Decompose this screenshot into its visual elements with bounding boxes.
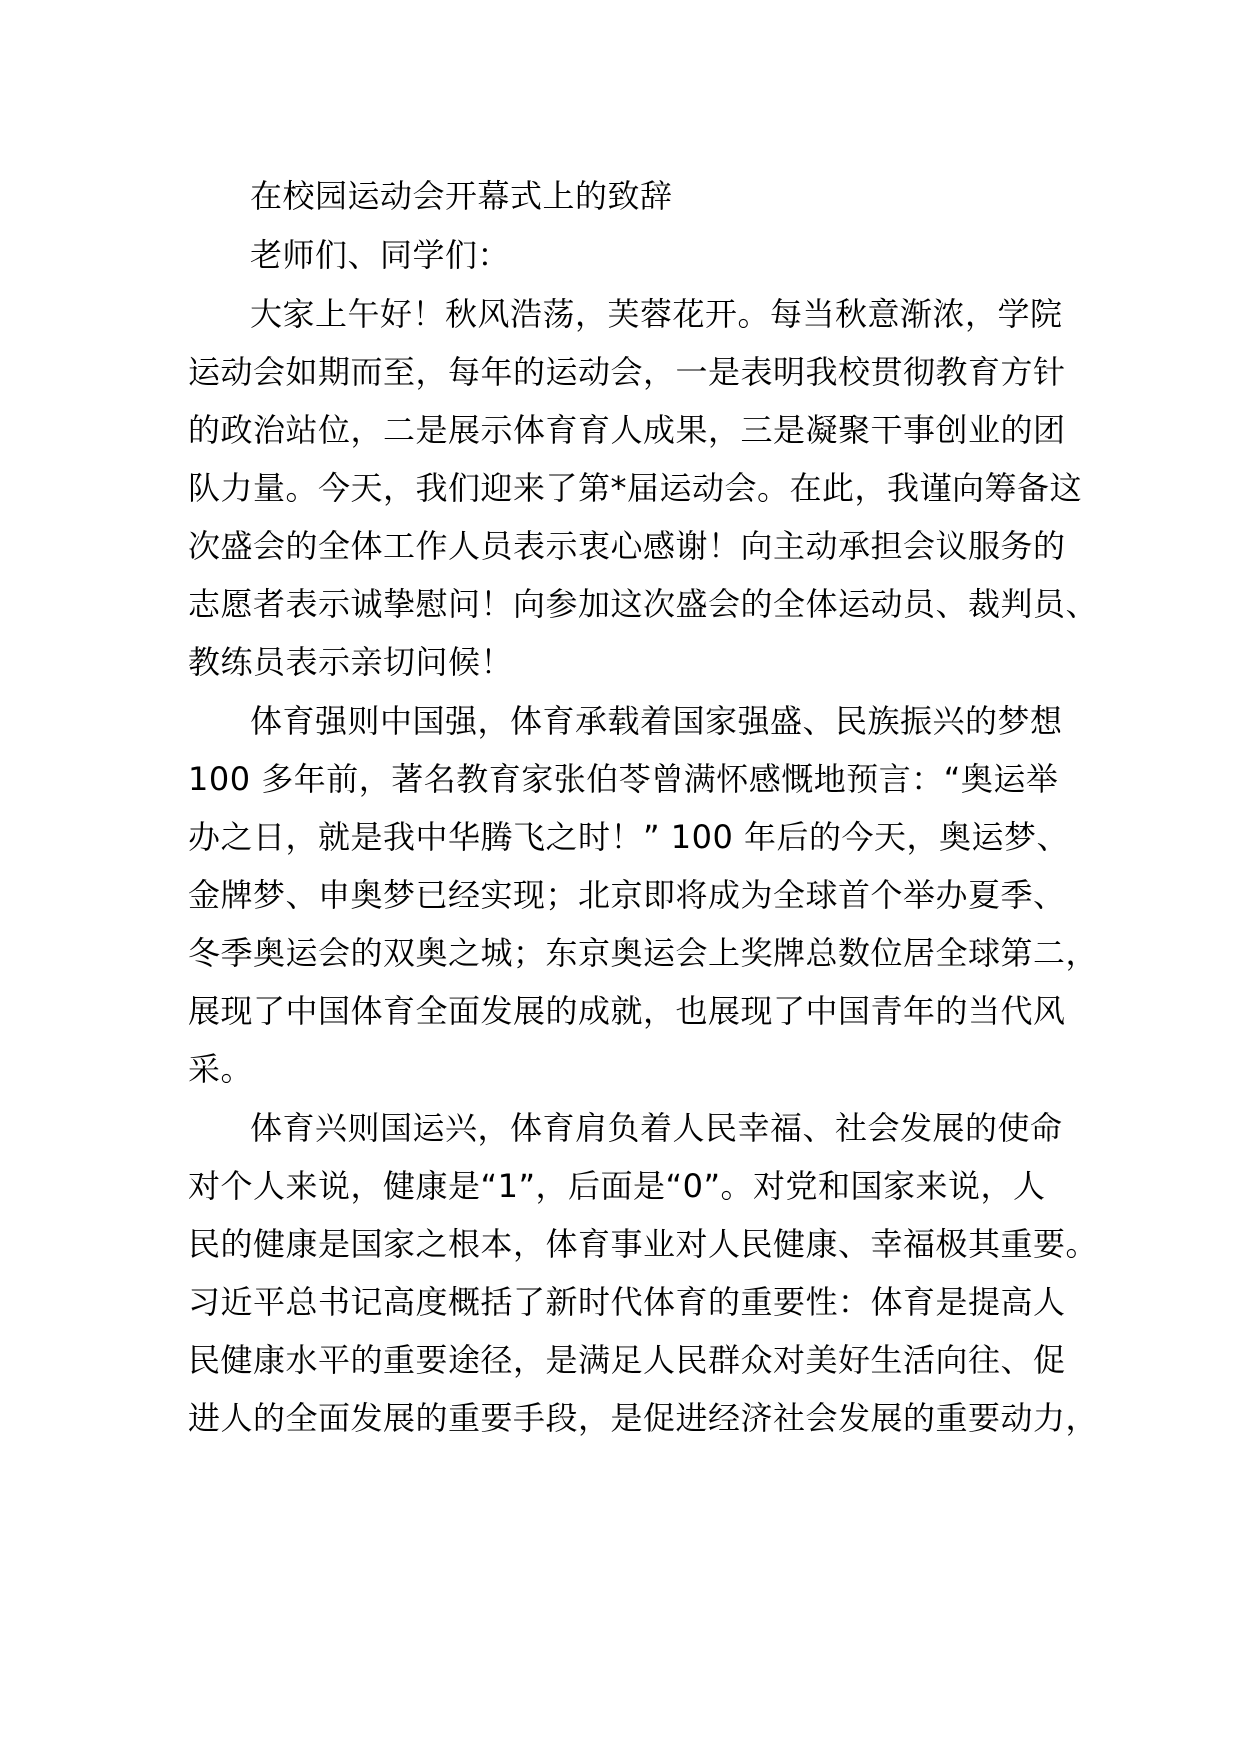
body-line: 的政治站位，二是展示体育育人成果，三是凝聚干事创业的团 <box>188 411 1066 449</box>
body-line: 进人的全面发展的重要手段，是促进经济社会发展的重要动力， <box>188 1399 1099 1437</box>
document-title: 在校园运动会开幕式上的致辞 <box>250 177 673 215</box>
body-line: 冬季奥运会的双奥之城；东京奥运会上奖牌总数位居全球第二， <box>188 934 1099 972</box>
body-line: 对个人来说，健康是“1”，后面是“0”。对党和国家来说，人 <box>188 1167 1046 1205</box>
body-line: 民的健康是国家之根本，体育事业对人民健康、幸福极其重要。 <box>188 1225 1099 1263</box>
body-line: 次盛会的全体工作人员表示衷心感谢！向主动承担会议服务的 <box>188 527 1066 565</box>
body-line: 展现了中国体育全面发展的成就，也展现了中国青年的当代风 <box>188 992 1066 1030</box>
body-line: 队力量。今天，我们迎来了第*届运动会。在此，我谨向筹备这 <box>188 469 1083 507</box>
body-line: 金牌梦、申奥梦已经实现；北京即将成为全球首个举办夏季、 <box>188 876 1066 914</box>
body-line: 志愿者表示诚挚慰问！向参加这次盛会的全体运动员、裁判员、 <box>188 585 1099 623</box>
body-line: 采。 <box>188 1050 254 1088</box>
body-line: 大家上午好！秋风浩荡，芙蓉花开。每当秋意渐浓，学院 <box>250 295 1063 333</box>
body-line: 100 多年前，著名教育家张伯苓曾满怀感慨地预言：“奥运举 <box>188 760 1059 798</box>
body-line: 教练员表示亲切问候！ <box>188 643 514 681</box>
body-line: 办之日，就是我中华腾飞之时！” 100 年后的今天，奥运梦、 <box>188 818 1070 856</box>
body-line: 体育强则中国强，体育承载着国家强盛、民族振兴的梦想 <box>250 702 1063 740</box>
body-line: 运动会如期而至，每年的运动会，一是表明我校贯彻教育方针 <box>188 353 1066 391</box>
body-line: 体育兴则国运兴，体育肩负着人民幸福、社会发展的使命 <box>250 1109 1063 1147</box>
body-line: 民健康水平的重要途径，是满足人民群众对美好生活向往、促 <box>188 1341 1066 1379</box>
salutation: 老师们、同学们： <box>250 236 511 274</box>
body-line: 习近平总书记高度概括了新时代体育的重要性：体育是提高人 <box>188 1283 1066 1321</box>
